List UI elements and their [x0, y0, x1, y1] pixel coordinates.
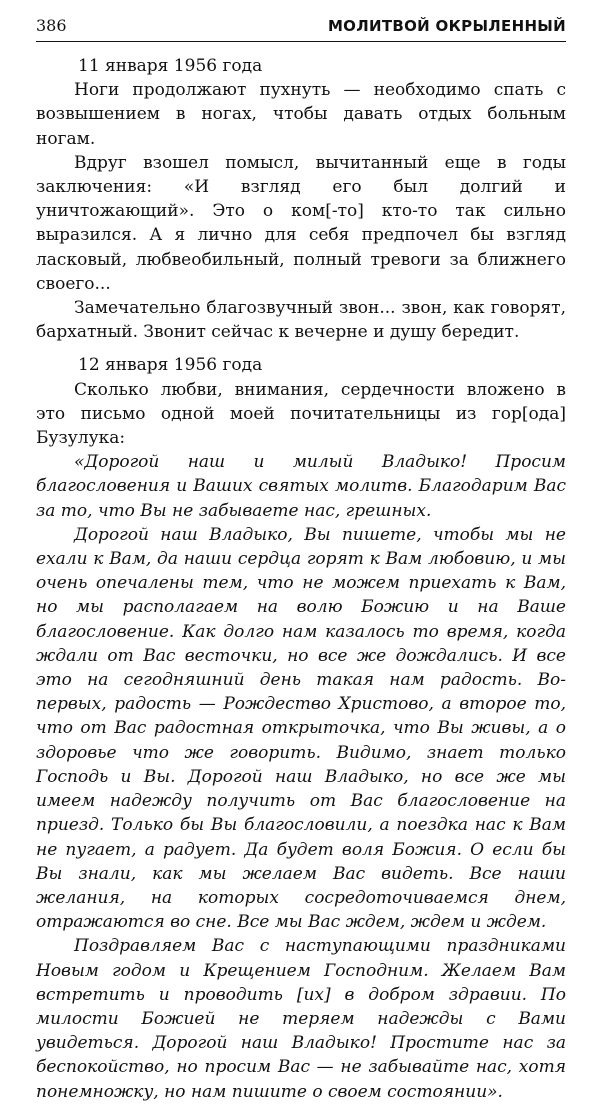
entry-date: 12 января 1956 года — [78, 355, 263, 376]
paragraph: Сколько любви, внимания, сердечности вложено в это письмо одной моей почитательницы из гор[ода] Бузулука: — [36, 379, 566, 449]
running-title: МОЛИТВОЙ ОКРЫЛЕННЫЙ — [327, 17, 566, 35]
letter-quote-paragraph: Поздравляем Вас с наступающими праздниками Новым годом и Крещением Господним. Желаем Вам встретить и проводить [их] в добром здравии. По милости Божией не теряем надежды с Вами увидеться. Дорогой наш Владыко! Простите нас за беспокойство, но просим Вас — не забывайте нас, хотя понемножку, но нам пишите о своем состоянии». — [36, 936, 566, 1102]
paragraph: Ноги продолжают пухнуть — необходимо спать с возвышением в ногах, чтобы давать отдых больным ногам. — [36, 80, 566, 149]
letter-quote-paragraph: Дорогой наш Владыко, Вы пишете, чтобы мы не ехали к Вам, да наши сердца горят к Вам любовию, и мы очень опечалены тем, что не можем приехать к Вам, но мы располагаем на волю Божию и на Ваше благословение. Как долго нам казалось то время, когда ждали от Вас весточки, но все же дождались. И все это на сегодняшний день такая нам радость. Во-первых, радость — Рождество Христово, а второе то, что от Вас радостная открыточка, что Вы живы, а о здоровье что же говорить. Видимо, знает только Господь и Вы. Дорогой наш Владыко, но все же мы имеем надежду получить от Вас благословение на приезд. Только бы Вы благословили, а поездка нас к Вам не пугает, а радует. Да будет воля Божия. О если бы Вы знали, как мы желаем Вас видеть. Все наши желания, на которых сосредоточиваемся днем, отражаются во сне. Все мы Вас ждем, ждем и ждем. — [36, 524, 566, 933]
running-header — [36, 14, 566, 42]
diary-entry — [36, 54, 566, 344]
letter-quote-paragraph: «Дорогой наш и милый Владыко! Просим благословения и Ваших святых молитв. Благодарим Вас за то, что Вы не забываете нас, грешных. — [36, 452, 566, 521]
paragraph: Замечательно благозвучный звон... звон, как говорят, бархатный. Звонит сейчас к вечерне и душу бередит. — [36, 298, 566, 343]
page-number: 386 — [36, 16, 67, 35]
entry-date: 11 января 1956 года — [78, 56, 263, 76]
paragraph: Вдруг взошел помысл, вычитанный еще в годы заключения: «И взгляд его был долгий и уничтожающий». Это о ком[-то] кто-то так сильно выразился. А я лично для себя предпочел бы взгляд ласковый, любвеобильный, полный тревоги за ближнего своего... — [36, 152, 566, 294]
book-page — [36, 14, 566, 1104]
diary-entry — [36, 353, 566, 1103]
